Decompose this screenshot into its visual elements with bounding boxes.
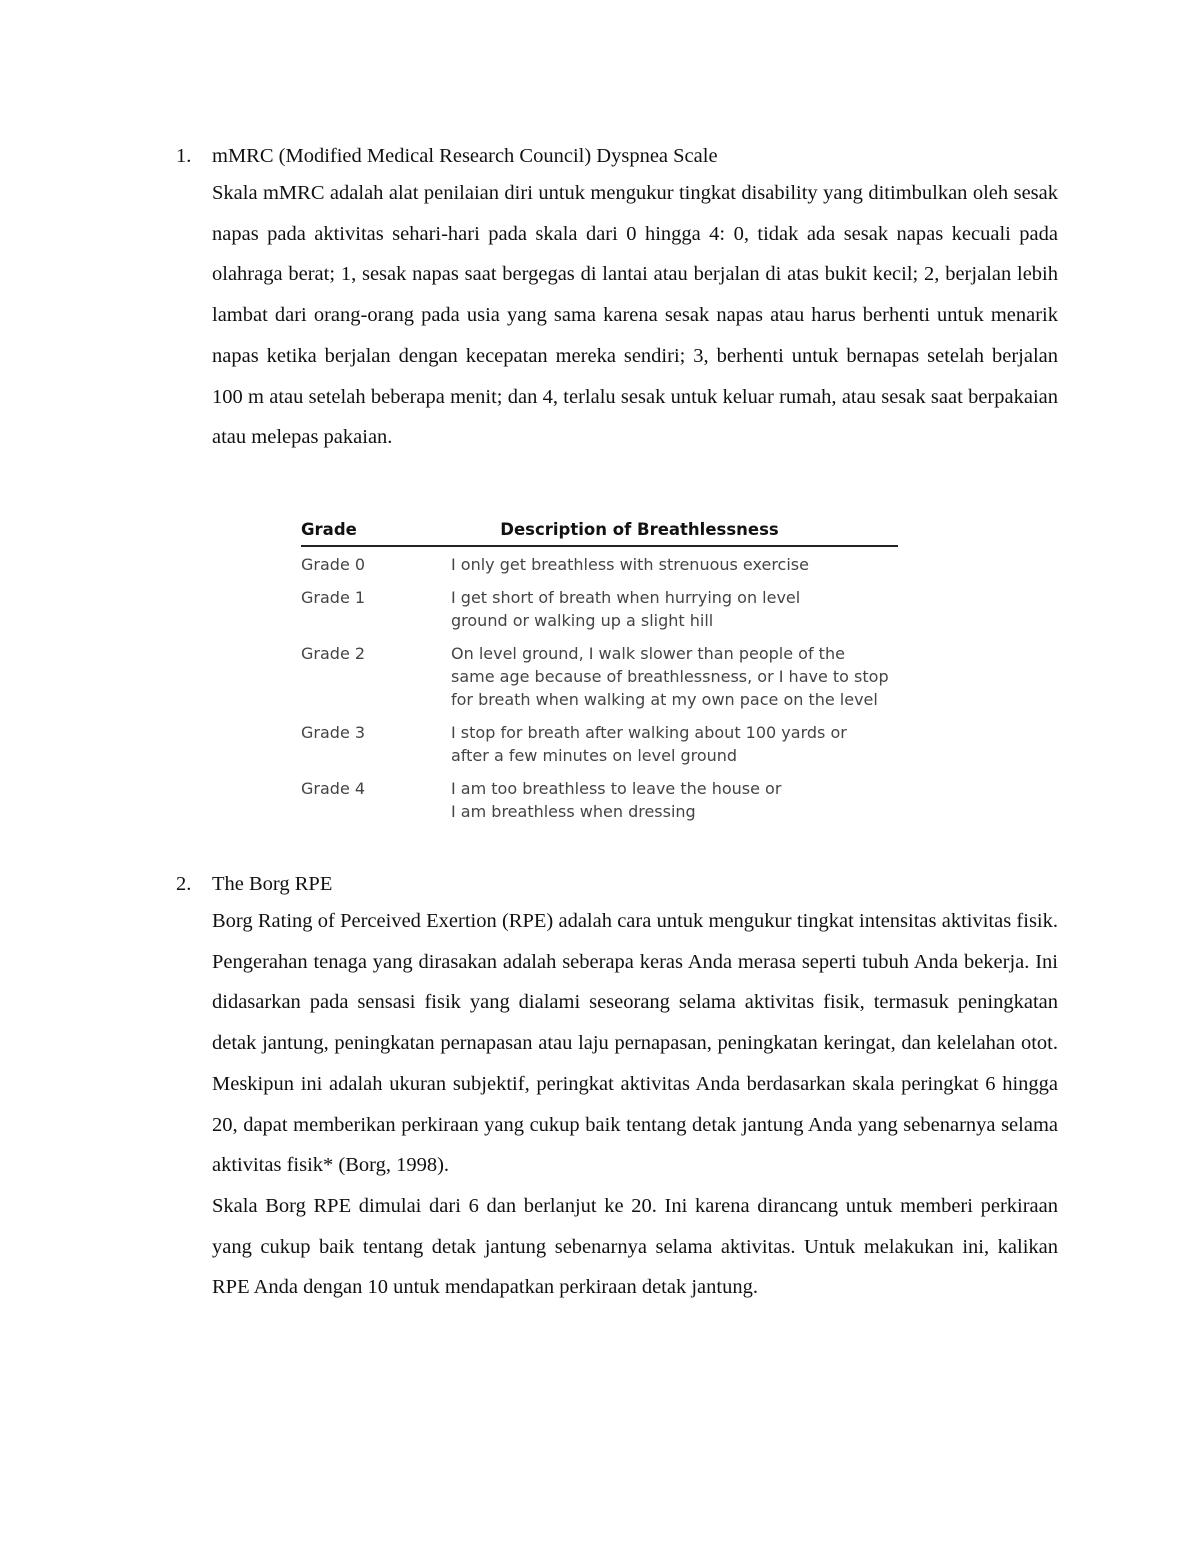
grade-cell: Grade 1 [301,588,366,607]
section-paragraph: Borg Rating of Perceived Exertion (RPE) adalah cara untuk mengukur tingkat intensitas aktivitas fisik. Pengerahan tenaga yang dirasakan adalah seberapa keras Anda merasa seperti tubuh Anda bekerja. Ini didasarkan pada sensasi fisik yang dialami seseorang selama aktivitas fisik, termasuk peningkatan detak jantung, peningkatan pernapasan atau laju pernapasan, peningkatan keringat, dan kelelahan otot. Meskipun ini adalah ukuran subjektif, peringkat aktivitas Anda berdasarkan skala peringkat 6 hingga 20, dapat memberikan perkiraan yang cukup baik tentang detak jantung Anda yang sebenarnya selama aktivitas fisik* (Borg, 1998). [212,910,1058,1177]
section-title: The Borg RPE [212,873,333,895]
list-number: 1. [176,145,192,167]
description-cell: I am too breathless to leave the house or I am breathless when dressing [451,779,782,821]
list-number: 2. [176,873,192,895]
section-heading [176,140,1058,173]
section-paragraph: Skala mMRC adalah alat penilaian diri untuk mengukur tingkat disability yang ditimbulkan oleh sesak napas pada aktivitas sehari-hari pada skala dari 0 hingga 4: 0, tidak ada sesak napas kecuali pada olahraga berat; 1, sesak napas saat bergegas di lantai atau berjalan di atas bukit kecil; 2, berjalan lebih lambat dari orang-orang pada usia yang sama karena sesak napas atau harus berhenti untuk menarik napas ketika berjalan dengan kecepatan mereka sendiri; 3, berhenti untuk bernapas setelah berjalan 100 m atau setelah beberapa menit; dan 4, terlalu sesak untuk keluar rumah, atau sesak saat berpakaian atau melepas pakaian. [212,182,1058,449]
breathlessness-grade-table [301,520,898,823]
table-row [301,642,898,711]
table-row [301,721,898,767]
description-cell: On level ground, I walk slower than people of the same age because of breathlessness, or I have to stop for breath when walking at my own pace on the level [451,644,889,709]
table-row [301,586,898,632]
section-mmrc [176,140,1058,458]
section-paragraph: Skala Borg RPE dimulai dari 6 dan berlanjut ke 20. Ini karena dirancang untuk memberi perkiraan yang cukup baik tentang detak jantung sebenarnya selama aktivitas. Untuk melakukan ini, kalikan RPE Anda dengan 10 untuk mendapatkan perkiraan detak jantung. [212,1194,1058,1299]
description-cell: I stop for breath after walking about 100 yards or after a few minutes on level ground [451,723,847,765]
table-row [301,553,898,576]
grade-cell: Grade 2 [301,644,366,663]
header-grade: Grade [301,520,357,539]
grade-cell: Grade 3 [301,723,366,742]
header-description: Description of Breathlessness [500,520,779,539]
description-cell: I get short of breath when hurrying on level ground or walking up a slight hill [451,588,801,630]
grade-cell: Grade 4 [301,779,366,798]
table-header [301,520,898,547]
section-title: mMRC (Modified Medical Research Council) Dyspnea Scale [212,145,718,167]
section-borg-rpe [176,868,1058,1308]
section-heading [176,868,1058,901]
grade-cell: Grade 0 [301,555,366,574]
description-cell: I only get breathless with strenuous exercise [451,555,809,574]
table-row [301,777,898,823]
